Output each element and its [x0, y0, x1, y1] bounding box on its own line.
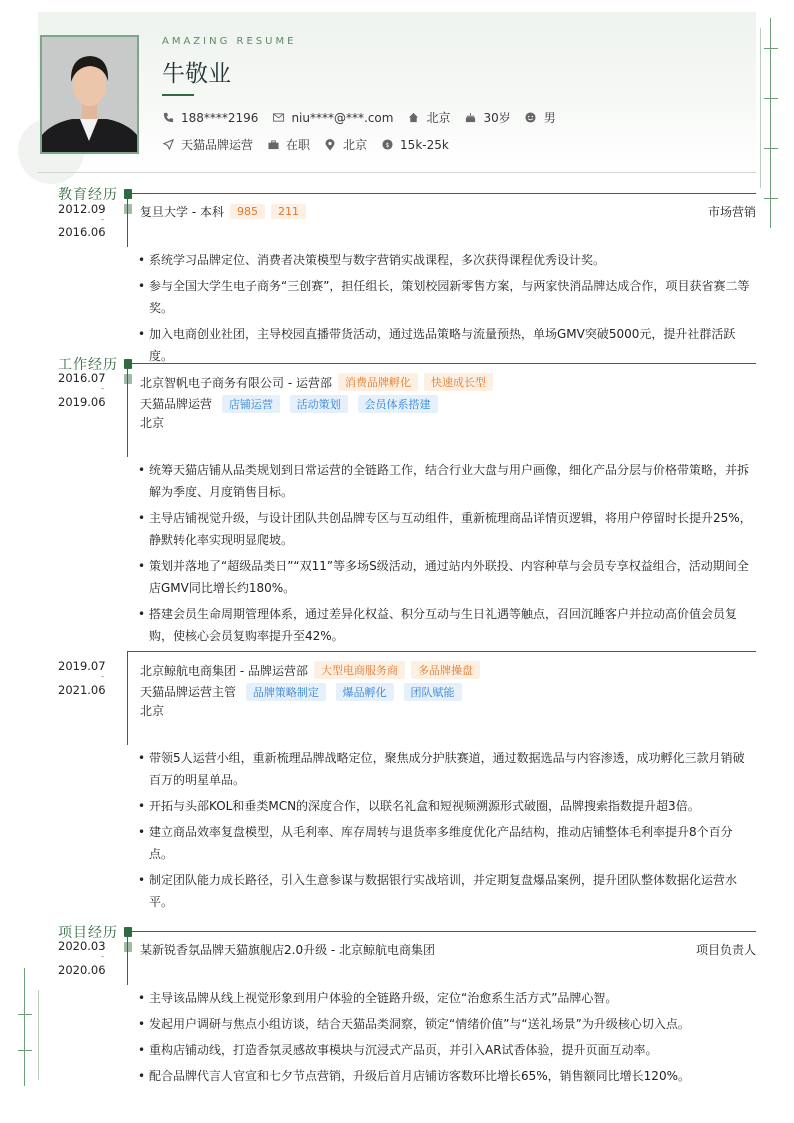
section-title-education: 教育经历 [58, 187, 118, 203]
list-item: • 制定团队能力成长路径，引入生意参谋与数据银行实战培训，并定期复盘爆品案例，提升团队整体数据化运营水平。 [138, 869, 752, 913]
list-item: • 配合品牌代言人官宣和七夕节点营销，升级后首月店铺访客数环比增长65%，销售额同比增长120%。 [138, 1065, 752, 1087]
education-start-date: 2012.09 [58, 202, 106, 216]
right-decor-tick [764, 198, 778, 199]
list-item: • 主导该品牌从线上视觉形象到用户体验的全链路升级，定位“治愈系生活方式”品牌心智。 [138, 987, 752, 1009]
timeline-line [127, 363, 128, 457]
face-icon [525, 112, 537, 124]
project-start-date: 2020.03 [58, 939, 106, 953]
right-decor-line [770, 18, 771, 228]
project-end-date: 2020.06 [58, 963, 106, 977]
location-text: 北京 [426, 111, 451, 125]
status-text: 在职 [286, 138, 311, 152]
home-icon [407, 112, 419, 124]
svg-text:$: $ [385, 140, 390, 149]
phone-icon [162, 112, 174, 124]
project-name: 某新锐香氛品牌天猫旗舰店2.0升级 - 北京鲸航电商集团 [140, 943, 436, 957]
gender-text: 男 [543, 111, 556, 125]
right-decor-tick [764, 148, 778, 149]
job-intent-row [162, 136, 463, 153]
section-marker [124, 359, 132, 369]
portrait-image [42, 37, 137, 152]
left-decor-tick [18, 1050, 32, 1051]
education-entry-header [140, 203, 756, 220]
timeline-line [127, 931, 128, 985]
section-line-project [126, 931, 756, 932]
job1-bullets [138, 459, 752, 651]
entry-divider [127, 651, 756, 652]
job1-company-row [140, 373, 756, 391]
left-decor-line [24, 968, 25, 1086]
section-title-project: 项目经历 [58, 925, 118, 941]
section-line-education [126, 193, 756, 194]
header-divider [38, 172, 756, 173]
project-role: 项目负责人 [695, 943, 756, 957]
list-item: • 开拓与头部KOL和垂类MCN的深度合作，以联名礼盒和短视频溯源形式破圈，品牌搜索指数提升超3倍。 [138, 795, 752, 817]
section-line-work [126, 363, 756, 364]
name-underline [162, 94, 194, 96]
job1-start-date: 2016.07 [58, 371, 106, 385]
candidate-name: 牛敬业 [162, 61, 231, 87]
left-decor-tick [18, 1014, 32, 1015]
job-role: 天猫品牌运营 [140, 397, 213, 411]
date-separator: - [101, 672, 104, 681]
list-item: • 参与全国大学生电子商务“三创赛”，担任组长，策划校园新零售方案，与两家快消品牌达成合作，项目获省赛二等奖。 [138, 275, 752, 319]
target-city-text: 北京 [343, 138, 368, 152]
section-marker [124, 189, 132, 199]
job1-end-date: 2019.06 [58, 395, 106, 409]
entry-marker [124, 374, 132, 384]
job2-start-date: 2019.07 [58, 659, 106, 673]
date-separator: - [101, 215, 104, 224]
section-marker [124, 927, 132, 937]
map-pin-icon [324, 139, 336, 151]
list-item: • 带领5人运营小组，重新梳理品牌战略定位，聚焦成分护肤赛道，通过数据选品与内容渗透，成功孵化三款月销破百万的明星单品。 [138, 747, 752, 791]
role-tag: 会员体系搭建 [358, 395, 438, 413]
company-tag: 快速成长型 [424, 373, 493, 391]
job2-end-date: 2021.06 [58, 683, 106, 697]
list-item: • 加入电商创业社团，主导校园直播带货活动，通过选品策略与流量预热，单场GMV突破5000元，提升社群活跃度。 [138, 323, 752, 367]
right-decor-tick [764, 48, 778, 49]
list-item: • 统筹天猫店铺从品类规划到日常运营的全链路工作，结合行业大盘与用户画像，细化产品分层与价格带策略，并拆解为季度、月度销售目标。 [138, 459, 752, 503]
education-end-date: 2016.06 [58, 225, 106, 239]
list-item: • 系统学习品牌定位、消费者决策模型与数字营销实战课程，多次获得课程优秀设计奖。 [138, 249, 752, 271]
job2-company-row [140, 661, 756, 679]
date-separator: - [101, 952, 104, 961]
date-separator: - [101, 384, 104, 393]
list-item: • 策划并落地了“超级品类日”“双11”等多场S级活动，通过站内外联投、内容种草与会员专享权益组合，活动期间全店GMV同比增长约180%。 [138, 555, 752, 599]
company-tag: 多品牌操盘 [411, 661, 480, 679]
target-position-text: 天猫品牌运营 [181, 138, 254, 152]
avatar-photo [40, 35, 139, 154]
list-item: • 主导店铺视觉升级，与设计团队共创品牌专区与互动组件，重新梳理商品详情页逻辑，将用户停留时长提升25%，静默转化率实现明显爬坡。 [138, 507, 752, 551]
role-tag: 品牌策略制定 [246, 683, 326, 701]
school-tag: 211 [271, 204, 306, 219]
job2-role-row [140, 683, 462, 701]
left-decor-line-thin [38, 990, 39, 1080]
mail-icon [272, 112, 284, 124]
right-decor-tick [764, 98, 778, 99]
role-tag: 团队赋能 [404, 683, 462, 701]
major: 市场营销 [707, 205, 756, 219]
role-tag: 店铺运营 [222, 395, 280, 413]
list-item: • 发起用户调研与焦点小组访谈，结合天猫品类洞察，锁定“情绪价值”与“送礼场景”为升级核心切入点。 [138, 1013, 752, 1035]
project-header-row [140, 941, 756, 958]
briefcase-icon [267, 139, 279, 151]
timeline-line [127, 193, 128, 247]
role-tag: 爆品孵化 [336, 683, 394, 701]
cake-icon [464, 112, 476, 124]
project-bullets [138, 987, 752, 1091]
contact-row [162, 109, 570, 126]
coin-icon [381, 139, 393, 151]
education-bullets [138, 249, 752, 371]
job1-city: 北京 [140, 416, 165, 430]
list-item: • 建立商品效率复盘模型，从毛利率、库存周转与退货率多维度优化产品结构，推动店铺整体毛利率提升8个百分点。 [138, 821, 752, 865]
age-text: 30岁 [483, 111, 511, 125]
company-dept: 北京鲸航电商集团 - 品牌运营部 [140, 663, 308, 678]
job2-city: 北京 [140, 704, 165, 718]
job2-bullets [138, 747, 752, 917]
company-dept: 北京智帆电子商务有限公司 - 运营部 [140, 375, 332, 390]
section-title-work: 工作经历 [58, 357, 118, 373]
send-icon [162, 139, 174, 151]
list-item: • 搭建会员生命周期管理体系，通过差异化权益、积分互动与生日礼遇等触点，召回沉睡客户并拉动高价值会员复购，使核心会员复购率提升至42%。 [138, 603, 752, 647]
entry-marker [124, 942, 132, 952]
company-tag: 消费品牌孵化 [338, 373, 418, 391]
list-item: • 重构店铺动线，打造香氛灵感故事模块与沉浸式产品页，并引入AR试香体验，提升页面互动率。 [138, 1039, 752, 1061]
job-role: 天猫品牌运营主管 [140, 685, 237, 699]
school-tag: 985 [230, 204, 265, 219]
company-tag: 大型电商服务商 [314, 661, 405, 679]
entry-marker [124, 204, 132, 214]
timeline-line [127, 651, 128, 745]
role-tag: 活动策划 [290, 395, 348, 413]
phone-text: 188****2196 [181, 110, 259, 125]
school-degree: 复旦大学 - 本科 [140, 205, 224, 219]
resume-brand-title: AMAZING RESUME [162, 36, 297, 47]
salary-text: 15k-25k [400, 137, 449, 152]
job1-role-row [140, 395, 438, 413]
right-decor-line-thin [760, 28, 761, 188]
email-text: niu****@***.com [291, 110, 394, 125]
